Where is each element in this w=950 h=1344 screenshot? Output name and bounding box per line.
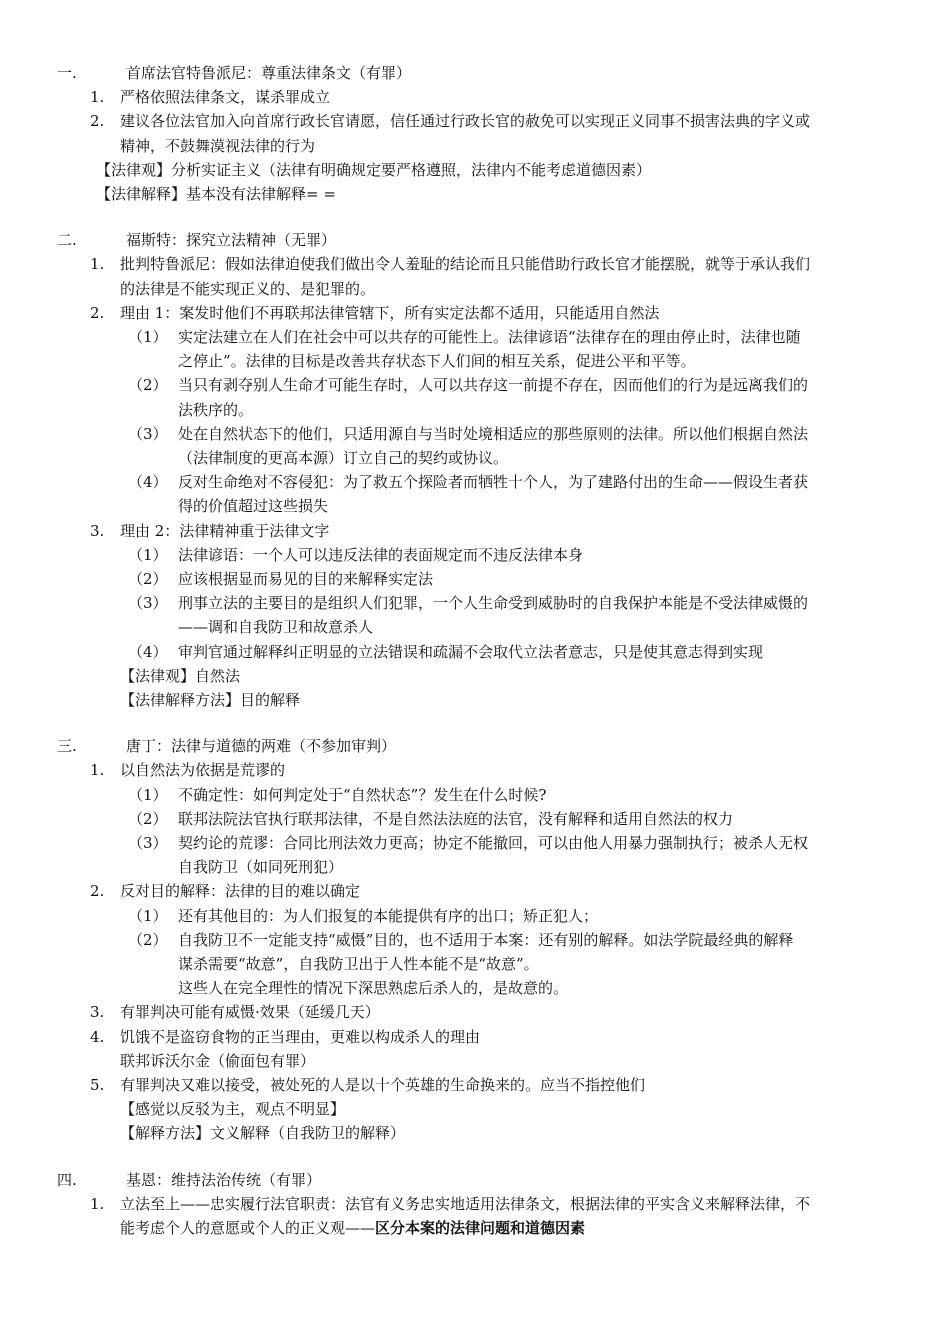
subitem-text: ——调和自我防卫和故意杀人 (178, 618, 374, 637)
item-text: 批判特鲁派尼：假如法律迫使我们做出令人羞耻的结论而且只能借助行政长官才能摆脱，就等于承认我们 (120, 255, 811, 274)
item-number: 1. (90, 761, 105, 780)
item-text: 严格依照法律条文，谋杀罪成立 (120, 88, 331, 107)
section-number: 一. (57, 64, 77, 82)
item-text: 联邦诉沃尔金（偷面包有罪） (120, 1051, 316, 1070)
subitem-number: （1） (128, 328, 168, 346)
subitem-number: （1） (128, 785, 168, 804)
subitem-number: （3） (128, 424, 168, 443)
section-number: 二. (57, 231, 77, 250)
item-text: 反对目的解释：法律的目的难以确定 (120, 882, 361, 901)
item-text: 理由 2：法律精神重于法律文字 (120, 521, 330, 540)
note-text: 【法律观】分析实证主义（法律有明确规定要严格遵照，法律内不能考虑道德因素） (96, 160, 652, 179)
subitem-text: 当只有剥夺别人生命才可能生存时，人可以共存这一前提不存在，因而他们的行为是远离我们的 (178, 376, 809, 395)
subitem-number: （1） (128, 906, 168, 925)
item-text: 建议各位法官加入向首席行政长官请愿，信任通过行政长官的赦免可以实现正义同事不损害法典的字义或 (120, 112, 811, 131)
subitem-number: （4） (128, 642, 168, 661)
item-text: 精神，不鼓舞漠视法律的行为 (120, 136, 316, 155)
item-number: 3. (90, 1003, 105, 1022)
item-text: 饥饿不是盗窃食物的正当理由，更难以构成杀人的理由 (120, 1027, 481, 1046)
section-heading: 唐丁：法律与道德的两难（不参加审判） (126, 737, 397, 756)
section-heading: 福斯特：探究立法精神（无罪） (126, 231, 337, 250)
subitem-text: （法律制度的更高本源）订立自己的契约或协议。 (178, 449, 509, 467)
item-text: 能考虑个人的意愿或个人的正义观——区分本案的法律问题和道德因素 (120, 1219, 586, 1237)
subitem-text: 处在自然状态下的他们，只适用源自与当时处境相适应的那些原则的法律。所以他们根据自然法 (178, 424, 809, 443)
subitem-text: 反对生命绝对不容侵犯：为了救五个探险者而牺牲十个人，为了建路付出的生命——假设生者获 (178, 473, 809, 492)
section-number: 三. (57, 737, 77, 756)
item-text: 有罪判决可能有威慑·效果（延缓几天） (120, 1003, 380, 1022)
item-number: 1. (90, 88, 105, 107)
subitem-number: （3） (128, 834, 168, 852)
item-number: 3. (90, 521, 105, 540)
note-text: 【法律观】自然法 (120, 666, 241, 685)
item-number: 2. (90, 303, 105, 322)
subitem-text: 审判官通过解释纠正明显的立法错误和疏漏不会取代立法者意志，只是使其意志得到实现 (178, 642, 764, 661)
subitem-text: 得的价值超过这些损失 (178, 497, 329, 516)
subitem-text: 联邦法院法官执行联邦法律，不是自然法法庭的法官，没有解释和适用自然法的权力 (178, 809, 734, 828)
subitem-text: 还有其他目的：为人们报复的本能提供有序的出口；矫正犯人； (178, 906, 599, 925)
item-number: 4. (90, 1027, 105, 1046)
emphasis-text: 区分本案的法律问题和道德因素 (375, 1219, 586, 1237)
subitem-text: 契约论的荒谬：合同比刑法效力更高；协定不能撤回，可以由他人用暴力强制执行；被杀人无权 (178, 834, 809, 852)
subitem-number: （4） (128, 473, 168, 492)
subitem-number: （2） (128, 930, 168, 949)
note-text: 【法律解释】基本没有法律解释= = (96, 185, 336, 203)
note-text: 【法律解释方法】目的解释 (120, 691, 301, 709)
item-text: 【感觉以反驳为主，观点不明显】 (120, 1100, 346, 1119)
subitem-number: （2） (128, 809, 168, 828)
subitem-text: 应该根据显而易见的目的来解释实定法 (178, 570, 434, 588)
subitem-text: 刑事立法的主要目的是组织人们犯罪，一个人生命受到威胁时的自我保护本能是不受法律威慑的 (178, 594, 809, 613)
subitem-number: （2） (128, 570, 168, 588)
subitem-text: 法秩序的。 (178, 400, 254, 419)
subitem-number: （2） (128, 376, 168, 395)
item-number: 2. (90, 882, 105, 901)
subitem-text: 之停止”。法律的目标是改善共存状态下人们间的相互关系，促进公平和平等。 (178, 352, 696, 371)
subitem-number: （3） (128, 594, 168, 613)
subitem-text: 自我防卫（如同死刑犯） (178, 858, 344, 877)
item-text: 立法至上——忠实履行法官职责：法官有义务忠实地适用法律条文，根据法律的平实含义来解释法律，不 (120, 1194, 811, 1213)
subitem-text: 不确定性：如何判定处于“自然状态”？发生在什么时候? (178, 785, 547, 804)
item-text: 有罪判决又难以接受，被处死的人是以十个英雄的生命换来的。应当不指控他们 (120, 1076, 646, 1094)
subitem-number: （1） (128, 545, 168, 564)
subitem-text: 这些人在完全理性的情况下深思熟虑后杀人的，是故意的。 (178, 979, 569, 998)
subitem-text: 自我防卫不一定能支持“威慑”目的，也不适用于本案：还有别的解释。如法学院最经典的解释 (178, 930, 794, 949)
item-number: 1. (90, 1194, 105, 1213)
item-number: 5. (90, 1076, 105, 1094)
subitem-text: 谋杀需要“故意”，自我防卫出于人性本能不是“故意”。 (178, 955, 539, 973)
item-number: 1. (90, 255, 105, 274)
subitem-text: 实定法建立在人们在社会中可以共存的可能性上。法律谚语“法律存在的理由停止时，法律也随 (178, 328, 801, 346)
item-number: 2. (90, 112, 105, 131)
item-text: 【解释方法】文义解释（自我防卫的解释） (120, 1124, 406, 1143)
item-text: 以自然法为依据是荒谬的 (120, 761, 286, 780)
subitem-text: 法律谚语：一个人可以违反法律的表面规定而不违反法律本身 (178, 545, 584, 564)
section-number: 四. (57, 1170, 77, 1189)
section-heading: 首席法官特鲁派尼：尊重法律条文（有罪） (126, 64, 412, 82)
item-text: 理由 1：案发时他们不再联邦法律管辖下，所有实定法都不适用，只能适用自然法 (120, 303, 660, 322)
item-text: 的法律是不能实现正义的、是犯罪的。 (120, 279, 376, 298)
section-heading: 基恩：维持法治传统（有罪） (126, 1170, 322, 1189)
